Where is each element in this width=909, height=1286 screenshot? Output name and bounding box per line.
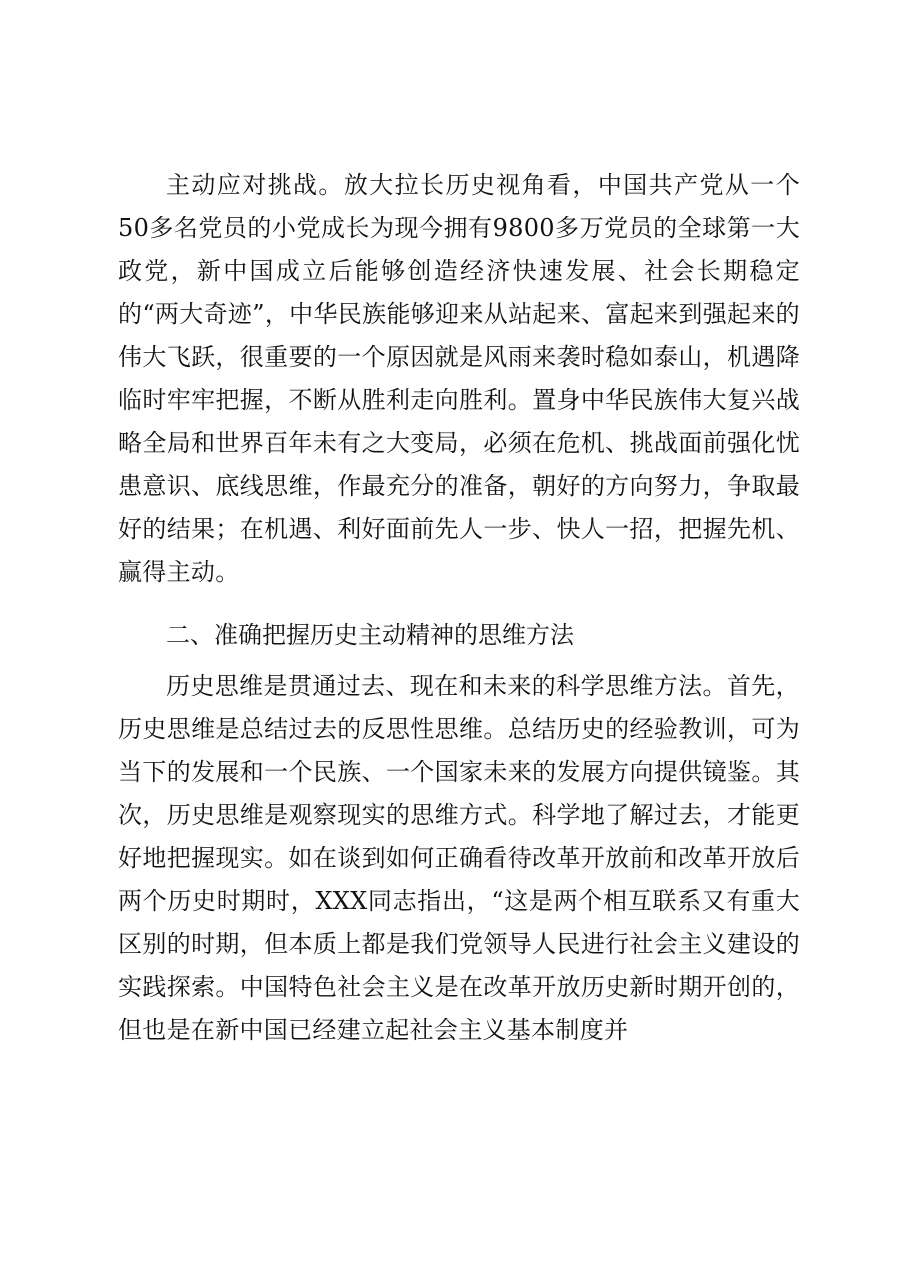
body-paragraph: 主动应对挑战。放大拉长历史视角看，中国共产党从一个50多名党员的小党成长为现今拥有9800多万党员的全球第一大政党，新中国成立后能够创造经济快速发展、社会长期稳定的“两大奇迹”，中华民族能够迎来从站起来、富起来到强起来的伟大飞跃，很重要的一个原因就是风雨来袭时稳如泰山，机遇降临时牢牢把握，不断从胜利走向胜利。置身中华民族伟大复兴战略全局和世界百年未有之大变局，必须在危机、挑战面前强化忧患意识、底线思维，作最充分的准备，朝好的方向努力，争取最好的结果；在机遇、利好面前先人一步、快人一招，把握先机、赢得主动。 — [118, 171, 800, 586]
section-heading: 二、准确把握历史主动精神的思维方法 — [166, 621, 574, 649]
body-paragraph: 历史思维是贯通过去、现在和未来的科学思维方法。首先，历史思维是总结过去的反思性思维。总结历史的经验教训，可为当下的发展和一个民族、一个国家未来的发展方向提供镜鉴。其次，历史思维是观察现实的思维方式。科学地了解过去，才能更好地把握现实。如在谈到如何正确看待改革开放前和改革开放后两个历史时期时，XXX同志指出，“这是两个相互联系又有重大区别的时期，但本质上都是我们党领导人民进行社会主义建设的实践探索。中国特色社会主义是在改革开放历史新时期开创的，但也是在新中国已经建立起社会主义基本制度并 — [118, 672, 800, 1044]
paragraph-gap — [118, 594, 800, 604]
document-body — [118, 164, 800, 1052]
